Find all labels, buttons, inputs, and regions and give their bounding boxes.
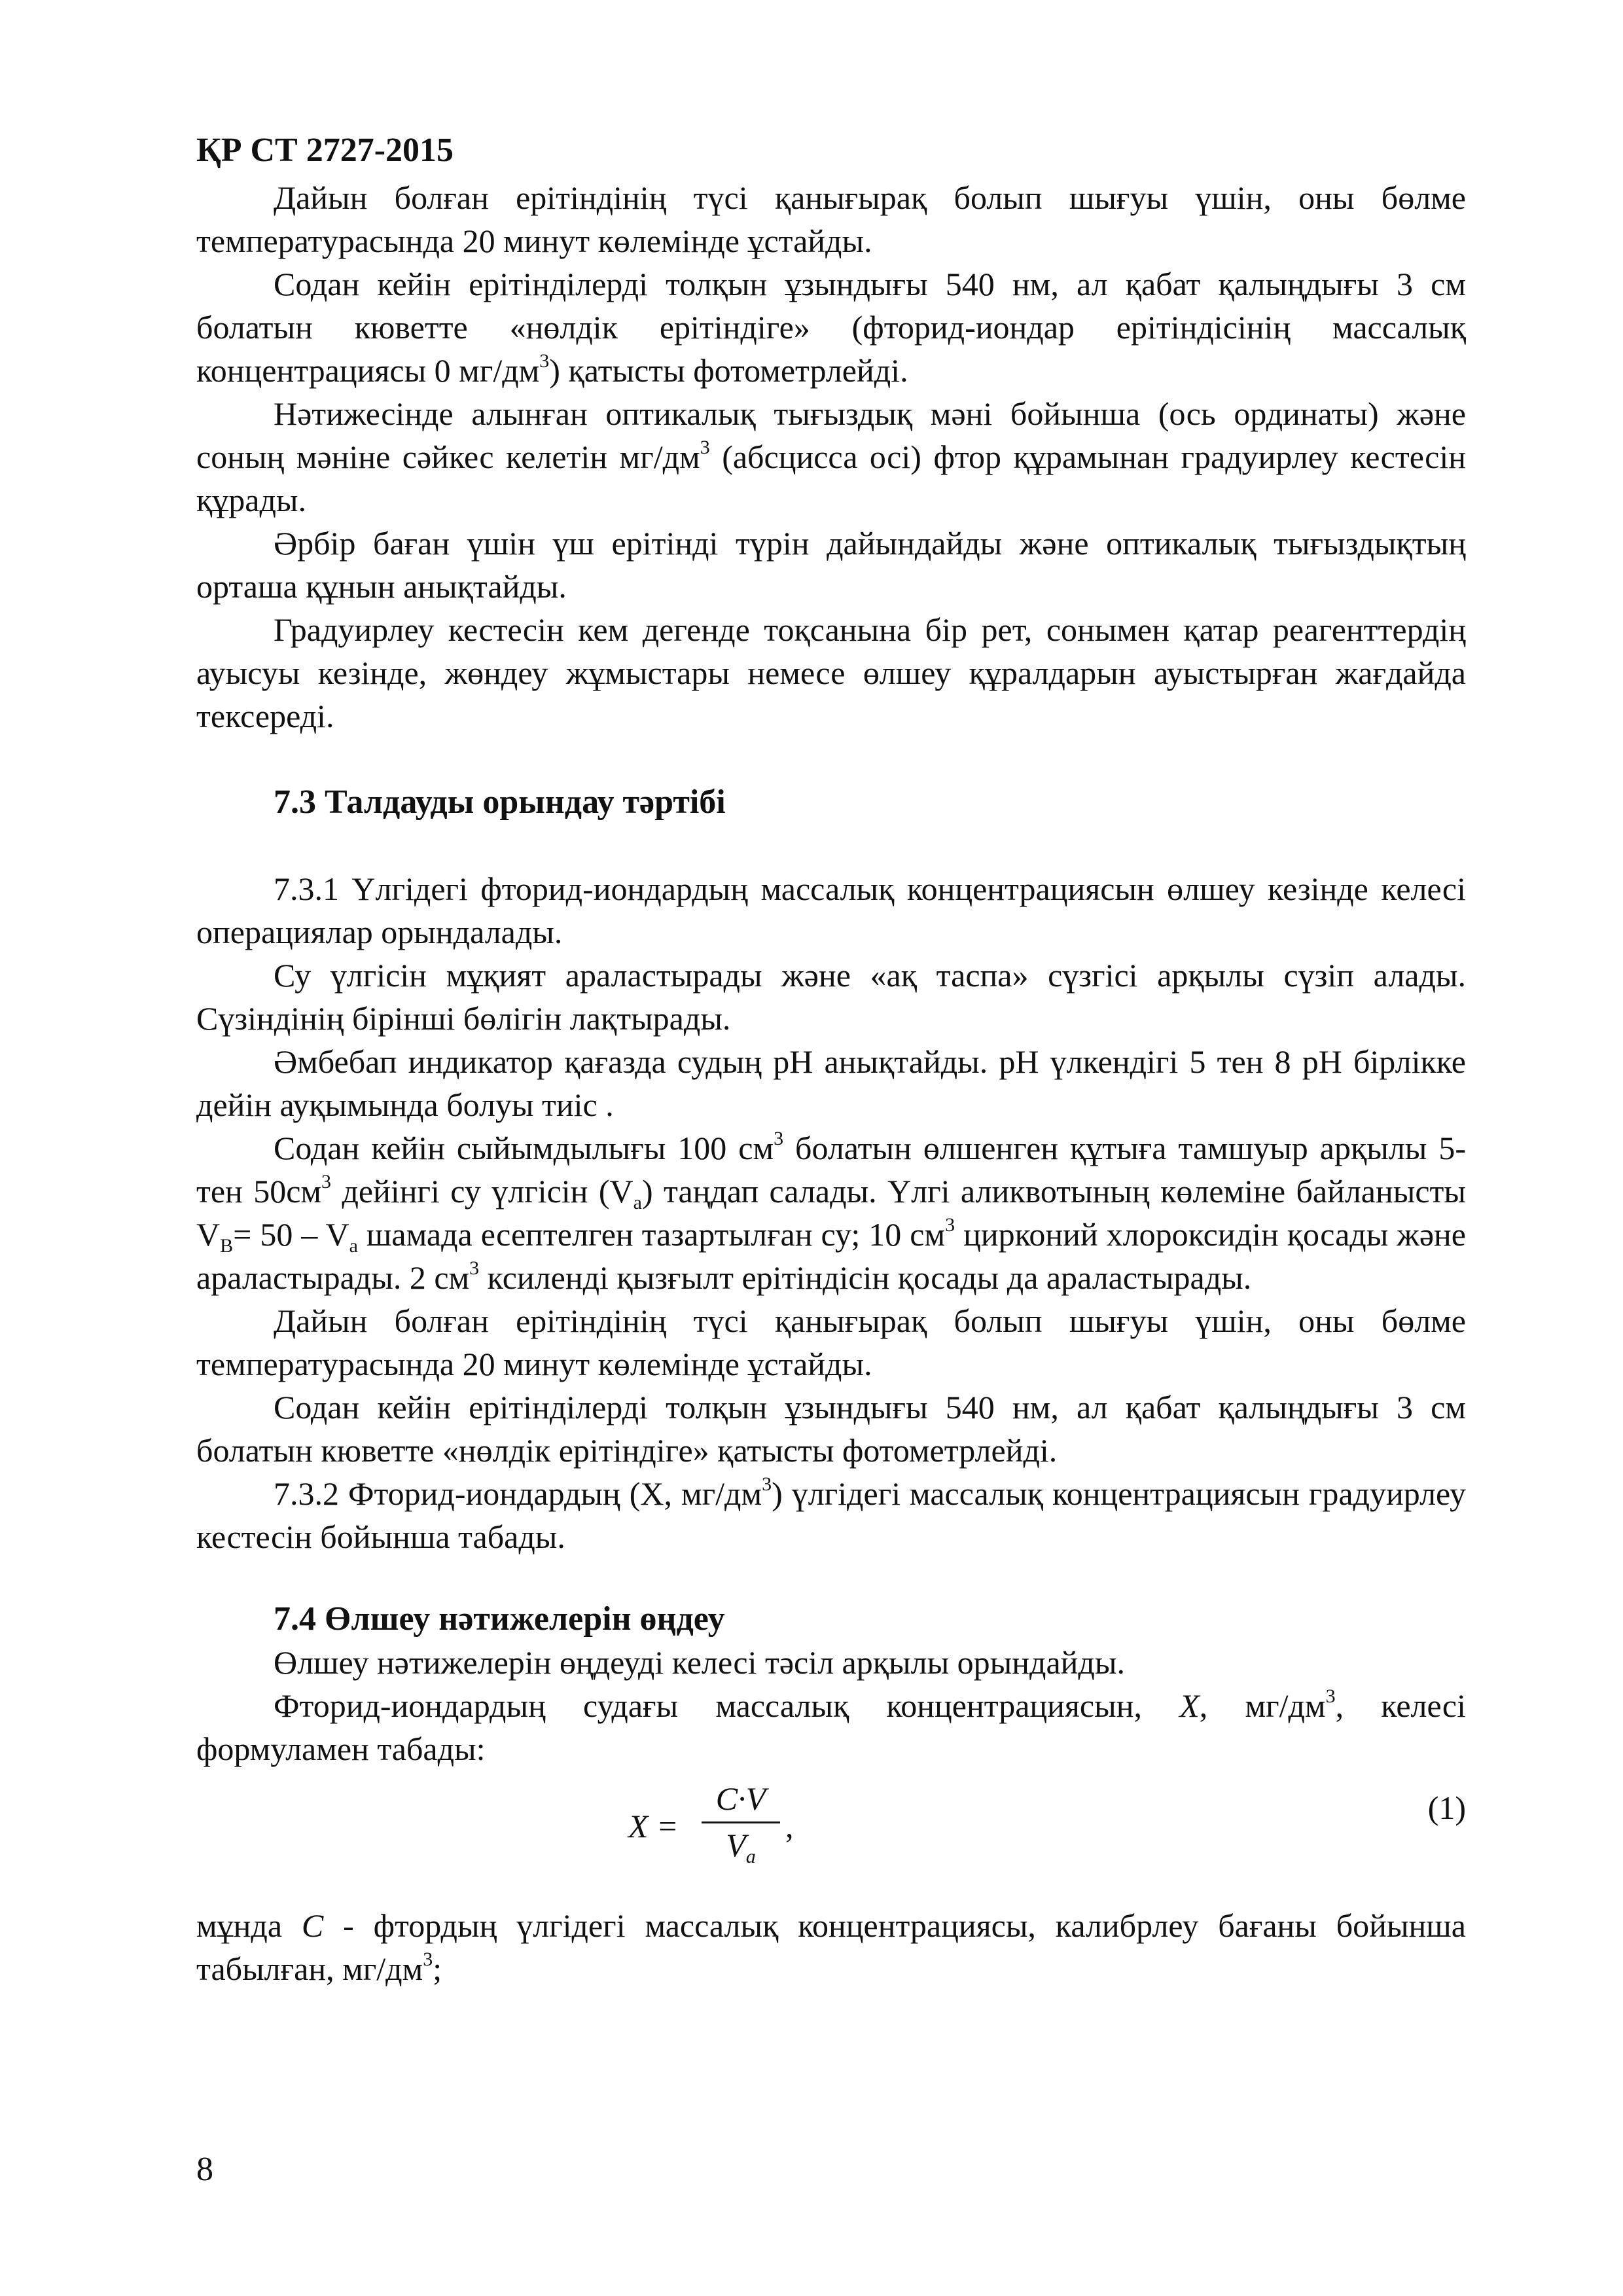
section-heading-7-4: 7.4 Өлшеу нәтижелерін өңдеу xyxy=(274,1600,725,1638)
paragraph-13: Өлшеу нәтижелерін өңдеуді келесі тәсіл арқылы орындайды. xyxy=(274,1644,1125,1681)
paragraph-9: Содан кейін сыйымдылығы 100 $см^3$ болатын өлшенген құтыға тамшуыр арқылы 5-тен $50см^3$ дейінгі су үлгісін $(V_a)$ таңдап салады. Үлгі аликвотының көлеміне байланысты $V_B= 50 - V_a$ шамада есептелген тазартылған су; 10 $см^3$ цирконий хлороксидін қосады және араластырады. 2 $см^3$ ксиленді қызғылт ерітіндісін қосады да араластырады. xyxy=(196,1128,1466,1296)
formula-fraction xyxy=(702,1780,780,1867)
paragraph-1: Дайын болған ерітіндінің түсі қанығырақ болып шығуы үшін, оны бөлме температурасында 20 минут көлемінде ұстайды. xyxy=(196,179,1466,259)
paragraph-4: Әрбір баған үшін үш ерітінді түрін дайындайды және оптикалық тығыздықтың орташа құнын анықтайды. xyxy=(196,525,1466,605)
equation-number: (1) xyxy=(1427,1789,1466,1826)
document-code-header: ҚР СТ 2727-2015 xyxy=(196,132,454,169)
paragraph-7: Су үлгісін мұқият араластырады және «ақ таспа» сүзгісі арқылы сүзіп алады. Сүзіндінің бірінші бөлігін лақтырады. xyxy=(196,957,1466,1037)
paragraph-10: Дайын болған ерітіндінің түсі қанығырақ болып шығуы үшін, оны бөлме температурасында 20 минут көлемінде ұстайды. xyxy=(196,1302,1466,1382)
section-heading-7-3: 7.3 Талдауды орындау тәртібі xyxy=(274,783,726,821)
paragraph-11: Содан кейін ерітінділерді толқын ұзындығы 540 нм, ал қабат қалыңдығы 3 см болатын кюветте «нөлдік ерітіндіге» қатысты фотометрлейді. xyxy=(196,1389,1466,1469)
document-page xyxy=(196,131,1466,1990)
formula-lhs: X = xyxy=(628,1808,679,1844)
formula-denominator: $V_a$ xyxy=(726,1827,756,1867)
paragraph-where: мұнда C - фтордың үлгідегі массалық концентрациясы, калибрлеу бағаны бойынша табылған, $мг/дм^3$; xyxy=(196,1907,1466,1987)
formula-comma: , xyxy=(785,1808,794,1844)
paragraph-5: Градуирлеу кестесін кем дегенде тоқсанына бір рет, сонымен қатар реагенттердің ауысуы кезінде, жөндеу жұмыстары немесе өлшеу құралдарын ауыстырған жағдайда тексереді. xyxy=(196,611,1466,734)
paragraph-8: Әмбебап индикатор қағазда судың рН анықтайды. рН үлкендігі 5 тен 8 рН бірлікке дейін ауқымында болуы тиіс . xyxy=(196,1043,1466,1123)
paragraph-2: Содан кейін ерітінділерді толқын ұзындығы 540 нм, ал қабат қалыңдығы 3 см болатын кюветте «нөлдік ерітіндіге» (фторид-иондар ерітіндісінің массалық концентрациясы 0 $мг/дм^3$) қатысты фотометрлейді. xyxy=(196,266,1466,389)
formula-numerator: C·V xyxy=(702,1780,780,1823)
paragraph-7-3-2: 7.3.2 Фторид-иондардың (Х, $мг/дм^3$) үлгідегі массалық концентрациясын градуирлеу кестесін бойынша табады. xyxy=(196,1473,1466,1555)
paragraph-14: Фторид-иондардың судағы массалық концентрациясын, X, $мг/дм^3$, келесі формуламен табады: xyxy=(196,1685,1467,1767)
page-number: 8 xyxy=(196,2151,213,2188)
paragraph-3: Нәтижесінде алынған оптикалық тығыздық мәні бойынша (ось ординаты) және соның мәніне сәйкес келетін $мг/дм^3$ (абсцисса осі) фтор құрамынан градуирлеу кестесін құрады. xyxy=(196,395,1466,518)
paragraph-7-3-1: 7.3.1 Үлгідегі фторид-иондардың массалық концентрациясын өлшеу кезінде келесі операциялар орындалады. xyxy=(196,870,1466,950)
formula-1 xyxy=(196,1780,1466,1878)
